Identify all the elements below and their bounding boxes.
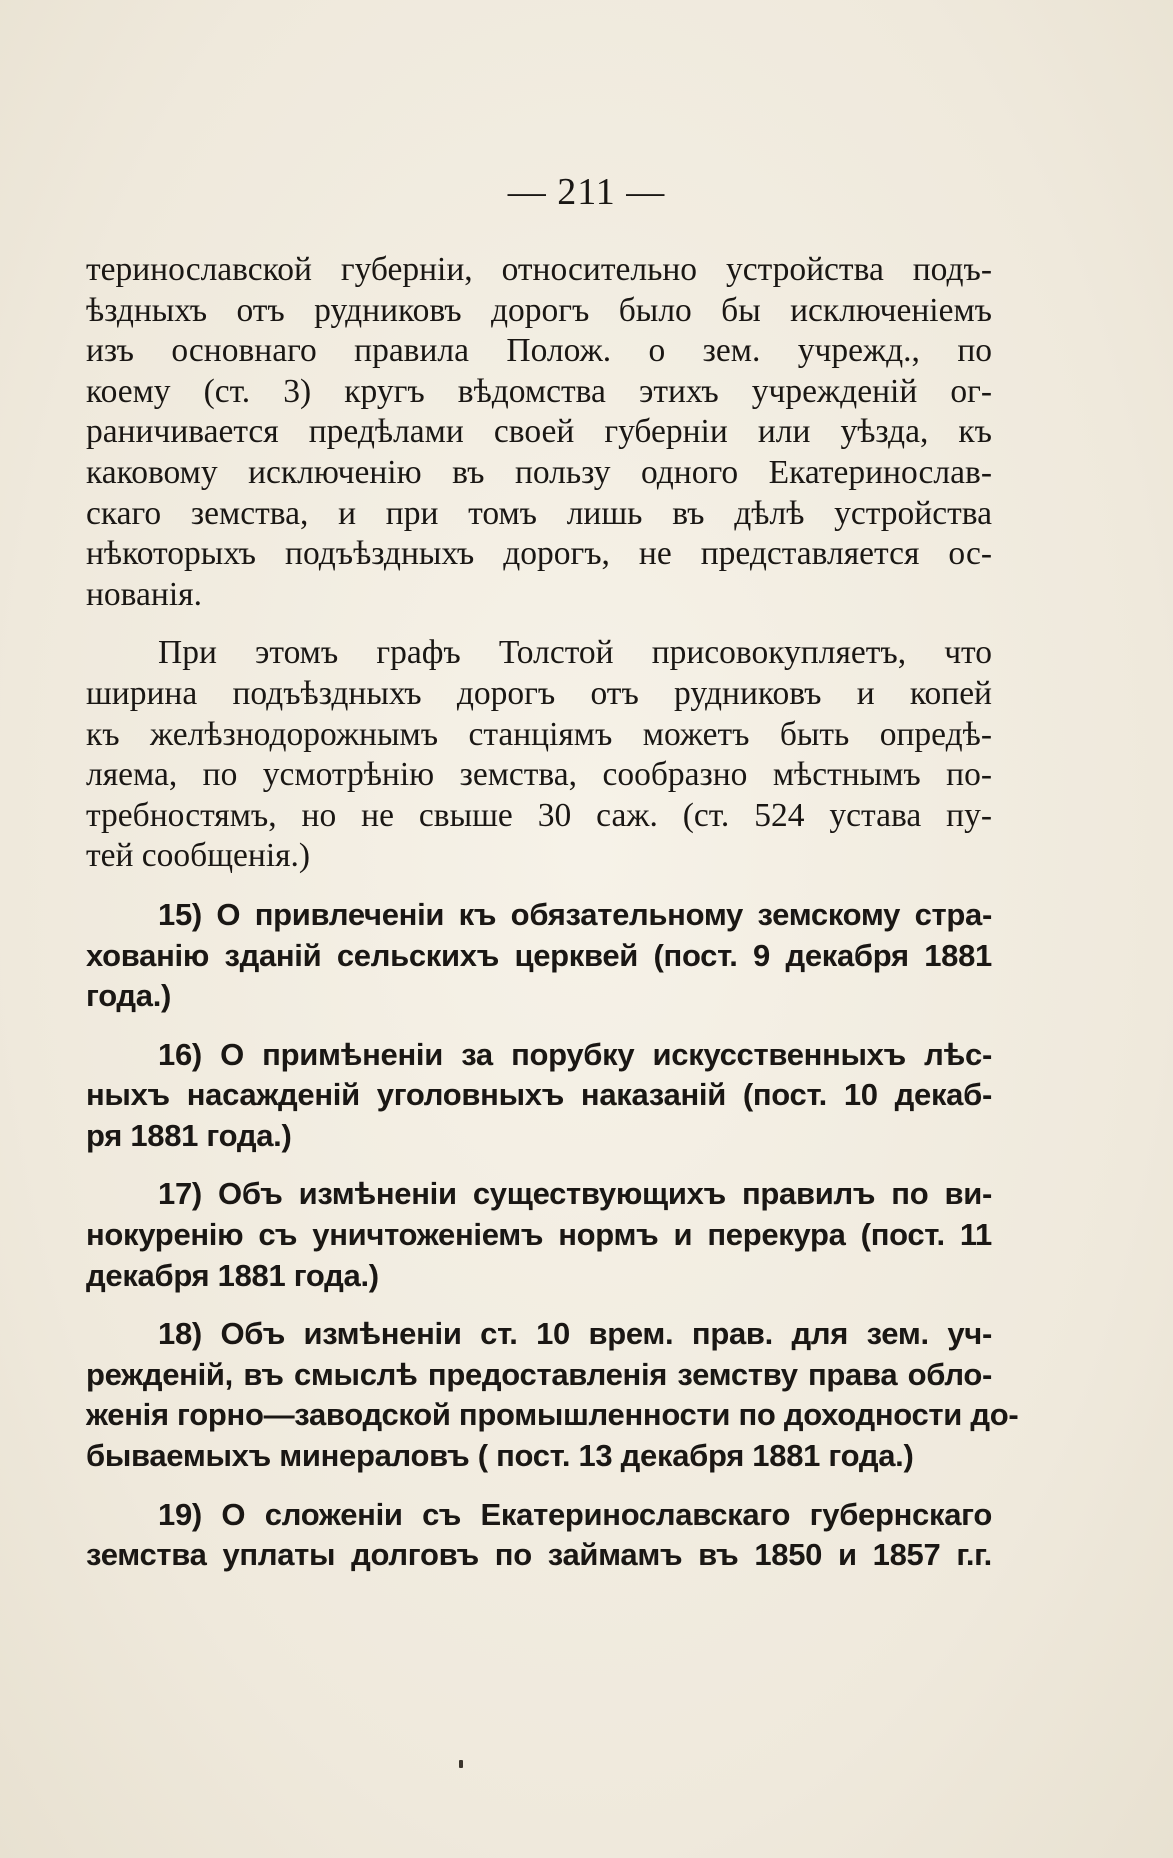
text-line: нокуренію съ уничтоженіемъ нормъ и перекура (пост. 11 [86, 1217, 992, 1253]
paragraph-tolstoy [86, 633, 992, 877]
text-line: нѣкоторыхъ подъѣздныхъ дорогъ, не представляется ос- [86, 535, 992, 573]
text-line: каковому исключенію въ пользу одного Екатеринослав- [86, 453, 992, 491]
text-line: бываемыхъ минераловъ ( пост. 13 декабря 1881 года.) [86, 1438, 914, 1474]
text-line: женія горно—заводской промышленности по доходности до- [86, 1397, 1019, 1433]
item-16 [86, 1035, 992, 1157]
text-line: года.) [86, 978, 172, 1014]
item-15 [86, 895, 992, 1017]
text-line: къ желѣзнодорожнымъ станціямъ можетъ быть опредѣ- [86, 715, 992, 753]
text-line: 19) О сложеніи съ Екатеринославскаго губернскаго [158, 1496, 992, 1532]
text-line: скаго земства, и при томъ лишь въ дѣлѣ устройства [86, 494, 992, 532]
text-line: коему (ст. 3) кругъ вѣдомства этихъ учрежденій ог- [86, 372, 992, 410]
text-line: декабря 1881 года.) [86, 1257, 379, 1293]
text-line: 17) Объ измѣненіи существующихъ правилъ по ви- [158, 1176, 992, 1212]
text-line: ныхъ насажденій уголовныхъ наказаній (пост. 10 декаб- [86, 1077, 992, 1113]
text-line: 18) Объ измѣненіи ст. 10 врем. прав. для зем. уч- [158, 1316, 992, 1352]
ink-mark [459, 1760, 463, 1768]
text-line: 16) О примѣненіи за порубку искусственныхъ лѣс- [158, 1036, 992, 1072]
text-line: ляема, по усмотрѣнію земства, сообразно мѣстнымъ по- [86, 756, 992, 794]
text-line: 15) О привлеченіи къ обязательному земскому стра- [158, 896, 992, 932]
text-line: тей сообщенія.) [86, 837, 311, 875]
text-line: теринославской губерніи, относительно устройства подъ- [86, 251, 992, 288]
text-line: земства уплаты долговъ по займамъ въ 1850 и 1857 г.г. [86, 1537, 992, 1573]
text-line: При этомъ графъ Толстой присовокупляетъ, что [158, 634, 992, 672]
text-line: требностямъ, но не свыше 30 саж. (ст. 524 устава пу- [86, 796, 992, 834]
text-line: ширина подъѣздныхъ дорогъ отъ рудниковъ и копей [86, 674, 992, 712]
text-line: режденій, въ смыслѣ предоставленія земству права обло- [86, 1356, 992, 1392]
text-line: ря 1881 года.) [86, 1117, 292, 1153]
text-line: ѣздныхъ отъ рудниковъ дорогъ было бы исключеніемъ [86, 291, 992, 329]
item-19 [86, 1495, 992, 1576]
page-number: — 211 — [507, 171, 666, 213]
item-18 [86, 1314, 1019, 1476]
text-line: нованія. [86, 575, 202, 613]
paragraph-continuation [86, 250, 992, 615]
item-17 [86, 1174, 992, 1296]
text-line: хованію зданій сельскихъ церквей (пост. 9 декабря 1881 [86, 937, 992, 973]
text-line: изъ основнаго правила Полож. о зем. учрежд., по [86, 332, 992, 370]
body-text [86, 250, 1019, 1594]
text-line: раничивается предѣлами своей губерніи или уѣзда, къ [86, 413, 992, 451]
